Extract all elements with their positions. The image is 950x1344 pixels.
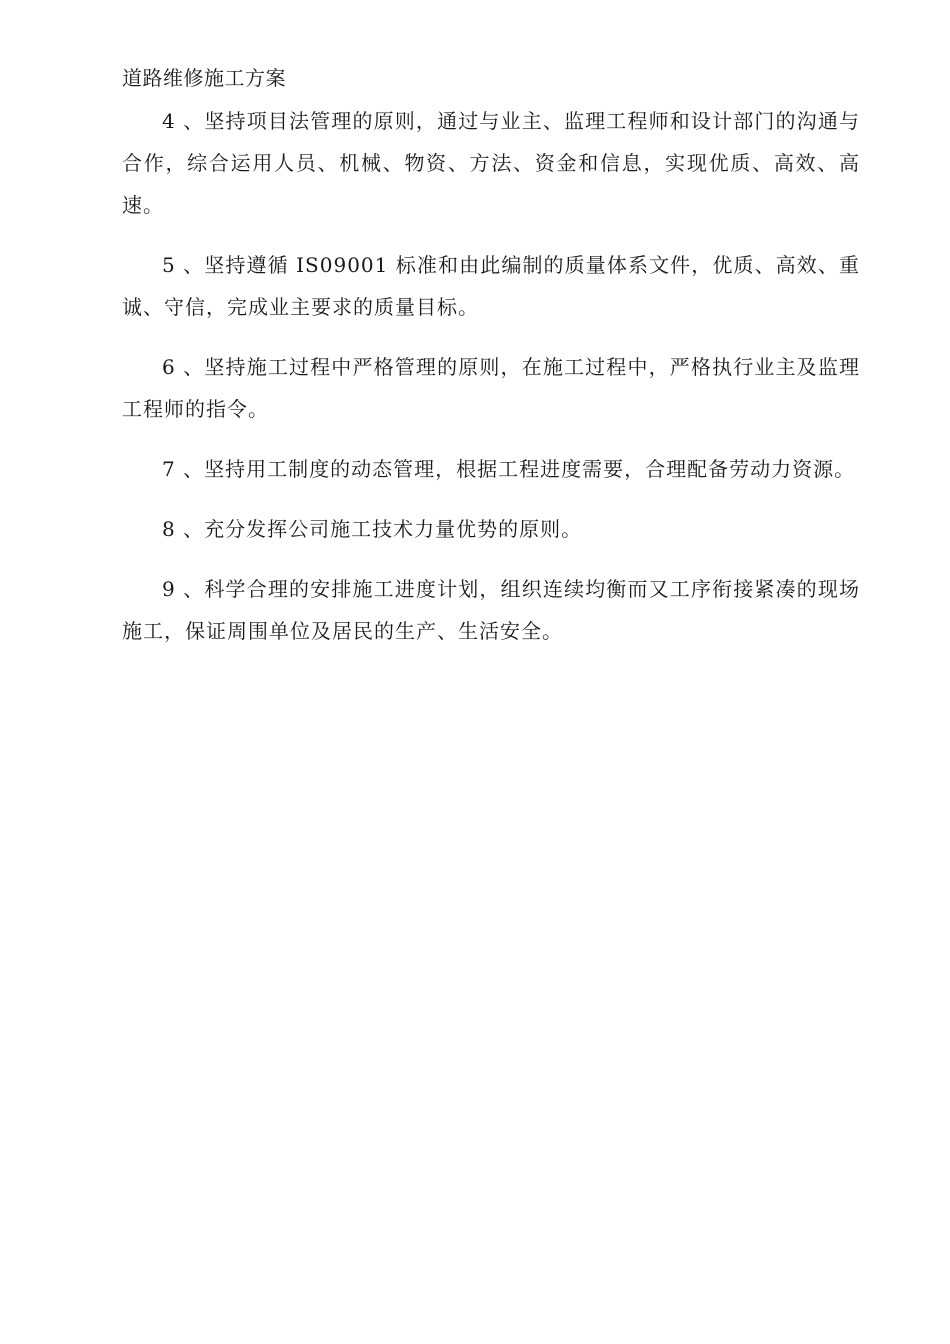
paragraph-item-8: 8 、充分发挥公司施工技术力量优势的原则。 xyxy=(162,517,583,541)
paragraph-item-9: 9 、科学合理的安排施工进度计划，组织连续均衡而又工序衔接紧凑的现场施工，保证周围单位及居民的生产、生活安全。 xyxy=(122,577,860,643)
paragraph-item-7: 7 、坚持用工制度的动态管理，根据工程进度需要，合理配备劳动力资源。 xyxy=(162,457,856,481)
document-header-title: 道路维修施工方案 xyxy=(122,66,286,90)
document-body xyxy=(122,100,860,670)
paragraph-item-5: 5 、坚持遵循 IS09001 标准和由此编制的质量体系文件，优质、高效、重诚、守信，完成业主要求的质量目标。 xyxy=(122,253,860,319)
paragraph-item-4: 4 、坚持项目法管理的原则，通过与业主、监理工程师和设计部门的沟通与合作，综合运用人员、机械、物资、方法、资金和信息，实现优质、高效、高速。 xyxy=(122,109,860,217)
paragraph-item-6: 6 、坚持施工过程中严格管理的原则，在施工过程中，严格执行业主及监理工程师的指令。 xyxy=(122,355,860,421)
